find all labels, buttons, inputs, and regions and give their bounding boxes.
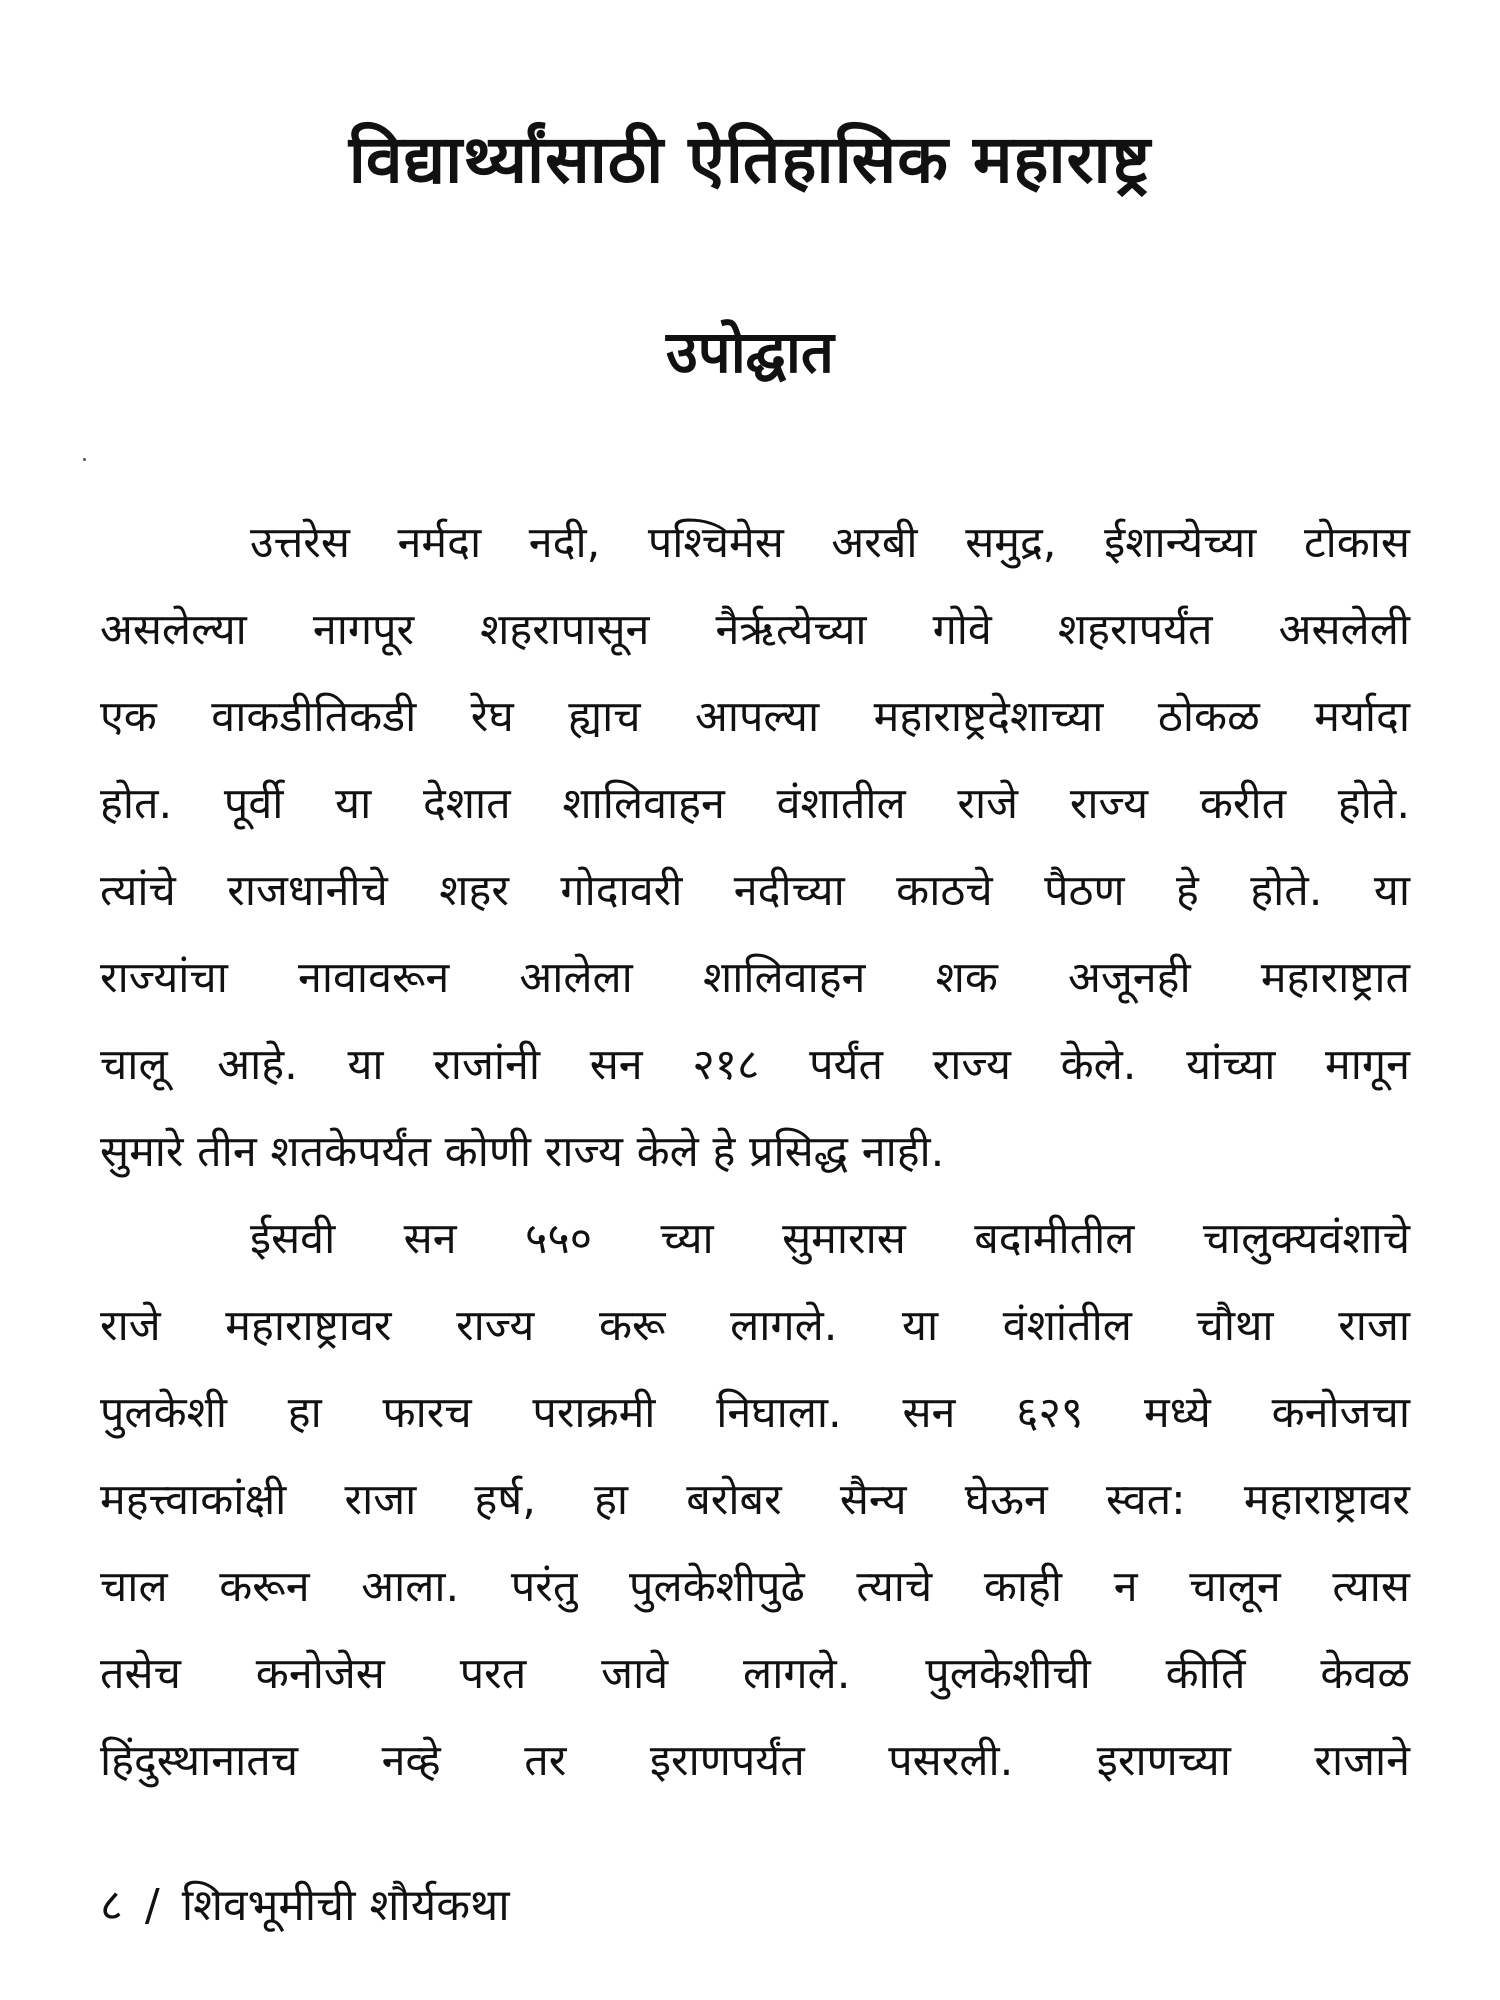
- stray-ink-dot: [83, 458, 86, 461]
- text-line: चाल करून आला. परंतु पुलकेशीपुढे त्याचे काही न चालून त्यास: [100, 1562, 1410, 1612]
- text-line: एक वाकडीतिकडी रेघ ह्याच आपल्या महाराष्ट्रदेशाच्या ठोकळ मर्यादा: [100, 692, 1410, 742]
- paragraph-2: [100, 1196, 1410, 1805]
- text-line: तसेच कनोजेस परत जावे लागले. पुलकेशीची कीर्ति केवळ: [100, 1649, 1410, 1699]
- text-line: असलेल्या नागपूर शहरापासून नैर्ऋत्येच्या गोवे शहरापर्यंत असलेली: [100, 605, 1410, 655]
- text-line: चालू आहे. या राजांनी सन २१८ पर्यंत राज्य केले. यांच्या मागून: [100, 1040, 1410, 1090]
- text-line: महत्त्वाकांक्षी राजा हर्ष, हा बरोबर सैन्य घेऊन स्वत: महाराष्ट्रावर: [100, 1475, 1410, 1525]
- paragraph-1: [100, 500, 1410, 1196]
- text-line: राज्यांचा नावावरून आलेला शालिवाहन शक अजूनही महाराष्ट्रात: [100, 953, 1410, 1003]
- text-line: त्यांचे राजधानीचे शहर गोदावरी नदीच्या काठचे पैठण हे होते. या: [100, 866, 1410, 916]
- body-text: [100, 500, 1410, 1805]
- text-line: होत. पूर्वी या देशात शालिवाहन वंशातील राजे राज्य करीत होते.: [100, 779, 1410, 829]
- text-line: ईसवी सन ५५० च्या सुमारास बदामीतील चालुक्यवंशाचे: [250, 1214, 1410, 1264]
- footer-separator: /: [144, 1880, 160, 1931]
- page-number: ८: [100, 1880, 123, 1931]
- footer-book-name: शिवभूमीची शौर्यकथा: [181, 1880, 510, 1931]
- chapter-title: उपोद्घात: [666, 318, 834, 386]
- text-line: पुलकेशी हा फारच पराक्रमी निघाला. सन ६२९ मध्ये कनोजचा: [100, 1388, 1410, 1438]
- text-line: सुमारे तीन शतकेपर्यंत कोणी राज्य केले हे प्रसिद्ध नाही.: [100, 1127, 945, 1177]
- text-line: हिंदुस्थानातच नव्हे तर इराणपर्यंत पसरली. इराणच्या राजाने: [100, 1736, 1410, 1786]
- text-line: उत्तरेस नर्मदा नदी, पश्चिमेस अरबी समुद्र, ईशान्येच्या टोकास: [250, 518, 1410, 568]
- book-title: विद्यार्थ्यांसाठी ऐतिहासिक महाराष्ट्र: [348, 121, 1152, 198]
- text-line: राजे महाराष्ट्रावर राज्य करू लागले. या वंशांतील चौथा राजा: [100, 1301, 1410, 1351]
- page-footer: [100, 1880, 510, 1933]
